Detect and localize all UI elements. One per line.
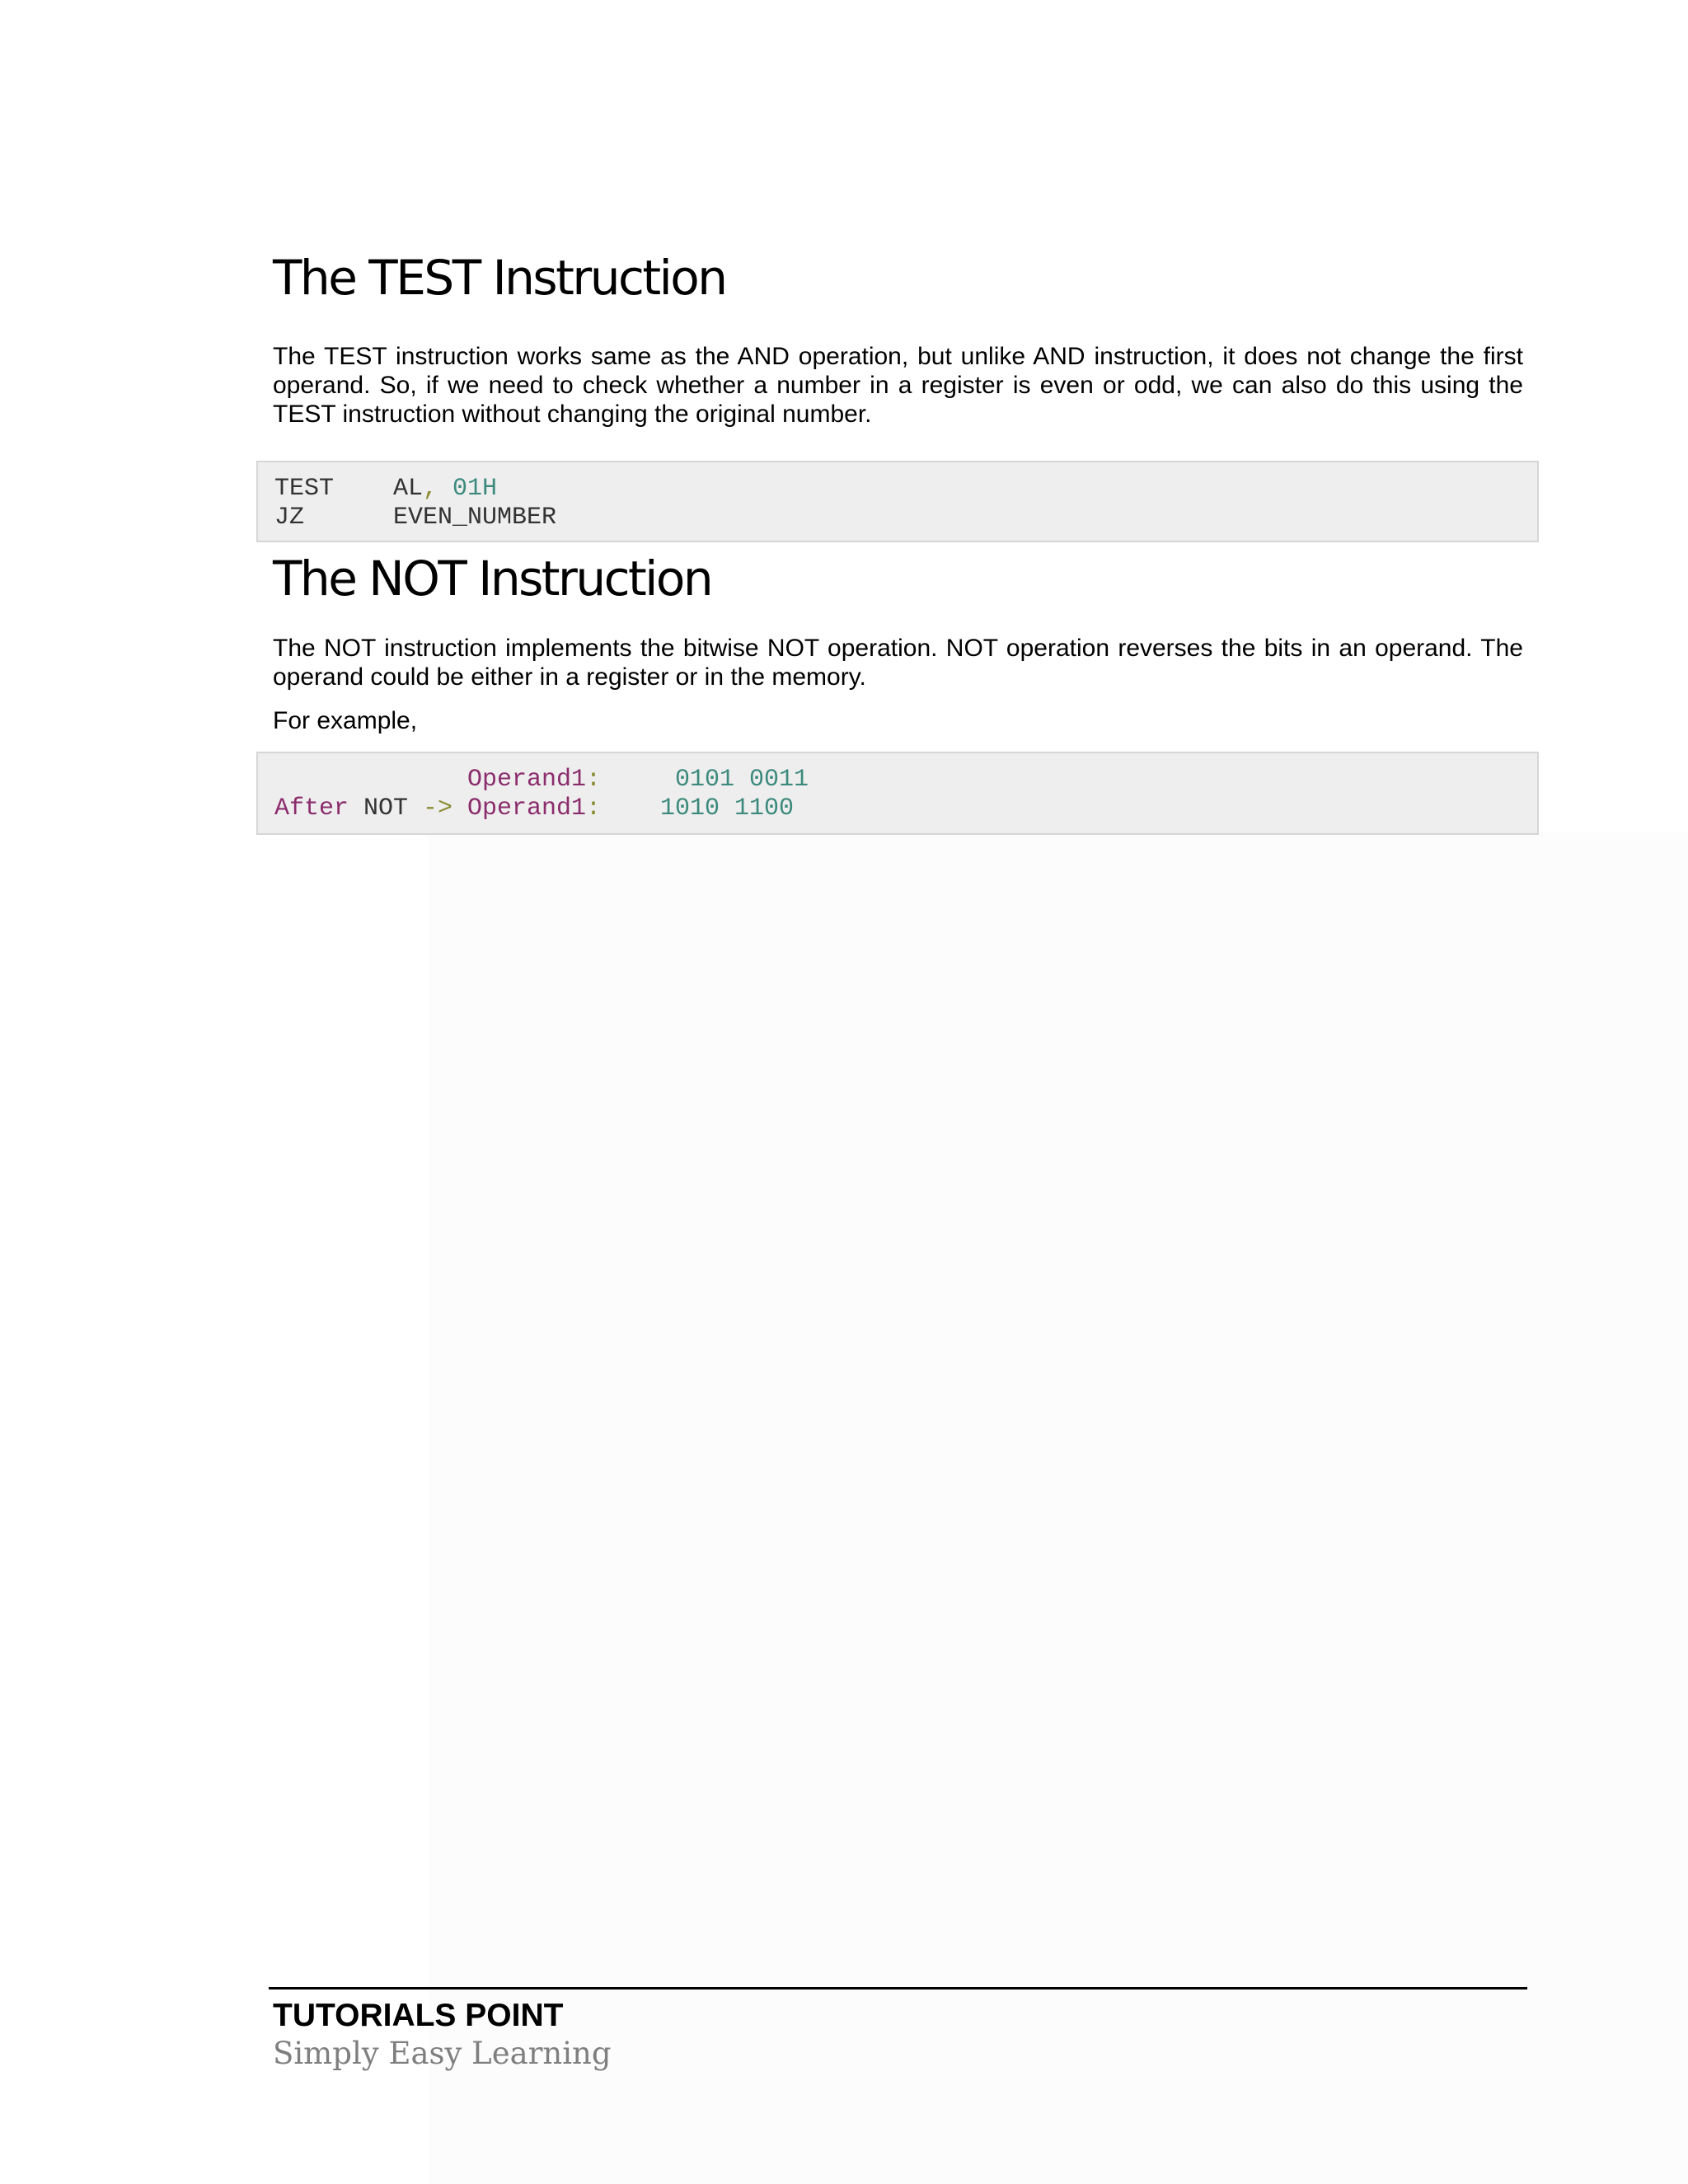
code-token-binary-value: 0101 0011 — [675, 766, 809, 794]
code-token-binary-value: 1010 1100 — [660, 794, 795, 823]
code-token-mnemonic: JZ — [274, 504, 305, 532]
code-token-colon: : — [586, 794, 602, 823]
footer-brand: TUTORIALS POINT — [273, 1998, 564, 2033]
code-line — [274, 794, 795, 1025]
code-token-colon: : — [586, 766, 602, 794]
paragraph-not-description: The NOT instruction implements the bitwise NOT operation. NOT operation reverses the bits in an operand. The operand could be either in a register or in the memory. — [273, 635, 1523, 691]
code-block-not — [256, 752, 1539, 835]
code-token-operand: Operand1 — [467, 766, 587, 794]
paragraph-example-intro: For example, — [273, 707, 418, 734]
code-token-mnemonic: TEST — [274, 475, 335, 503]
paragraph-test-description: The TEST instruction works same as the AND operation, but unlike AND instruction, it does not change the first operand. So, if we need to check whether a number in a register is even or odd, we can also do this using the TEST instruction without changing the original number. — [273, 343, 1523, 428]
code-token-arrow: -> — [423, 794, 453, 823]
code-block-test — [256, 461, 1539, 542]
page-background — [429, 832, 1688, 2184]
section-heading-test: The TEST Instruction — [273, 250, 726, 306]
code-token-comma: , — [423, 475, 438, 503]
footer-tagline: Simply Easy Learning — [273, 2036, 612, 2071]
section-heading-not: The NOT Instruction — [273, 551, 712, 607]
code-token-label: EVEN_NUMBER — [393, 504, 557, 532]
code-token-register: AL — [393, 475, 424, 503]
footer-divider — [269, 1987, 1527, 1990]
code-token-operand: Operand1 — [467, 794, 587, 823]
code-token-mnemonic: NOT — [363, 794, 409, 823]
code-token-keyword: After — [274, 794, 349, 823]
code-token-immediate: 01H — [452, 475, 498, 503]
